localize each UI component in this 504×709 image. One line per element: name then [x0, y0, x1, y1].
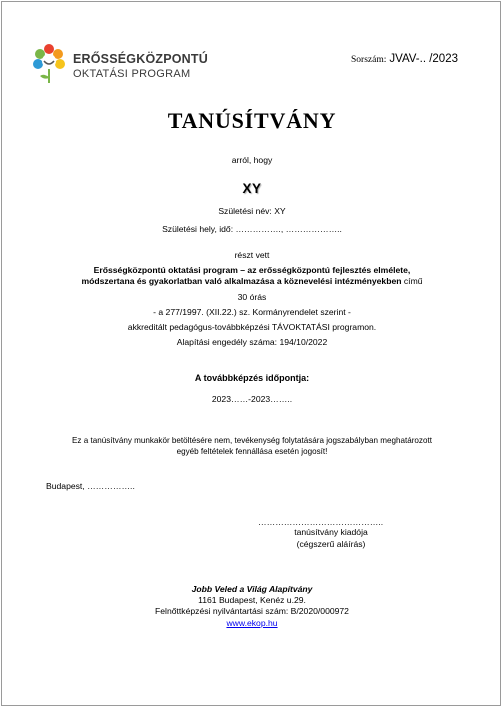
- program-title-line2-bold: módszertana és gyakorlatban való alkalmazása a köznevelési intézményekben: [81, 276, 402, 286]
- recipient-name: XY: [242, 181, 262, 196]
- flower-logo-icon: [33, 43, 65, 87]
- attended-text: részt vett: [234, 250, 270, 260]
- issuer-website-link[interactable]: www.ekop.hu: [226, 618, 278, 628]
- birth-name: Születési név: XY: [218, 206, 286, 216]
- serial-number: [351, 53, 458, 65]
- issuer-name: Jobb Veled a Világ Alapítvány: [191, 584, 313, 594]
- period-heading: A továbbképzés időpontja:: [194, 373, 310, 383]
- serial-label: Sorszám:: [351, 55, 387, 65]
- program-title-line2: [0, 276, 504, 286]
- signature-label: tanúsítvány kiadója: [294, 527, 368, 537]
- founding-permit: Alapítási engedély száma: 194/10/2022: [176, 337, 328, 347]
- logo-title: ERŐSSÉGKÖZPONTÚ: [73, 52, 208, 66]
- logo-subtitle: OKTATÁSI PROGRAM: [73, 68, 191, 80]
- accreditation-text: akkreditált pedagógus-továbbképzési TÁVOKTATÁSI programon.: [127, 322, 377, 332]
- signature-note: (cégszerű aláírás): [296, 539, 366, 549]
- signature-line: ……………………………………..: [258, 517, 384, 527]
- issuer-address: 1161 Budapest, Kenéz u.29.: [198, 595, 306, 605]
- decree-reference: - a 277/1997. (XII.22.) sz. Kormányrendelet szerint -: [153, 307, 351, 317]
- birth-place-date: Születési hely, idő: ……………., ………………..: [162, 224, 342, 234]
- intro-text: arról, hogy: [231, 155, 273, 165]
- program-title-line2-rest: című: [401, 276, 423, 286]
- issuer-registry: Felnőttképzési nyilvántartási szám: B/2020/000972: [155, 606, 349, 616]
- period-value: 2023……-2023……..: [211, 394, 293, 404]
- certificate-title: TANÚSÍTVÁNY: [167, 108, 337, 133]
- place-date: Budapest, ……………..: [46, 481, 135, 491]
- program-logo: [33, 43, 208, 87]
- serial-value: JVAV-.. /2023: [389, 53, 458, 65]
- validity-line1: Ez a tanúsítvány munkakör betöltésére nem, tevékenység folytatására jogszabályban meghatározott: [72, 436, 432, 445]
- program-title-line1: Erősségközpontú oktatási program – az erősségközpontú fejlesztés elmélete,: [93, 265, 411, 275]
- program-hours: 30 órás: [237, 292, 267, 302]
- validity-line2: egyéb feltételek fennállása esetén jogosít!: [176, 447, 328, 456]
- issuer-website-row: [0, 618, 504, 628]
